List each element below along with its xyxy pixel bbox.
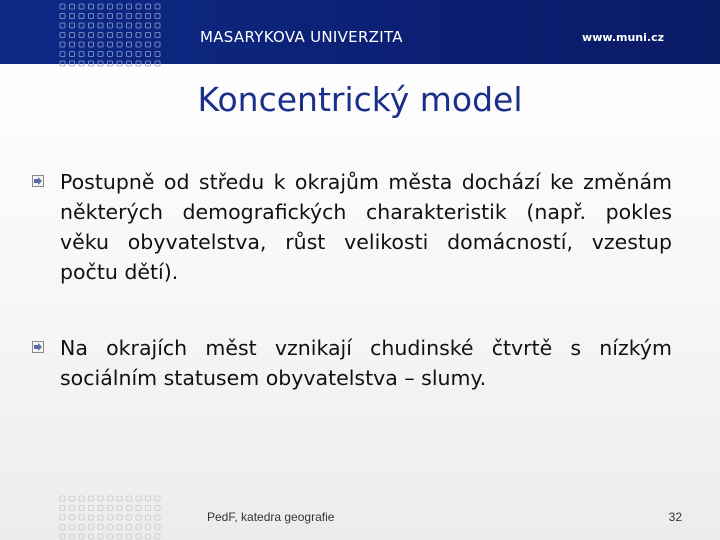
dot (79, 534, 84, 539)
dot-pattern-logo (58, 2, 168, 76)
dot (79, 4, 84, 9)
dot (70, 42, 75, 47)
dot (79, 33, 84, 38)
dot (98, 496, 103, 501)
dot (108, 33, 113, 38)
dot (98, 534, 103, 539)
dot (70, 515, 75, 520)
dot (146, 61, 151, 66)
dot (70, 61, 75, 66)
dot (127, 4, 132, 9)
dot (117, 525, 122, 530)
dot (117, 33, 122, 38)
dot (117, 515, 122, 520)
dot (70, 33, 75, 38)
dot (136, 496, 141, 501)
dot (117, 4, 122, 9)
dot (108, 496, 113, 501)
footer-label: PedF, katedra geografie (207, 510, 335, 524)
dot (108, 534, 113, 539)
dot (127, 506, 132, 511)
dot (98, 525, 103, 530)
dot (146, 23, 151, 28)
dot (60, 525, 65, 530)
dot (79, 515, 84, 520)
dot (155, 52, 160, 57)
dot (89, 23, 94, 28)
slide-title: Koncentrický model (197, 80, 523, 119)
dot (70, 4, 75, 9)
bullet-item (32, 333, 672, 393)
dot (89, 4, 94, 9)
dot (127, 42, 132, 47)
dot (136, 52, 141, 57)
dot (98, 52, 103, 57)
dot (89, 61, 94, 66)
dot (70, 506, 75, 511)
dot (70, 23, 75, 28)
dot (117, 23, 122, 28)
dot (108, 506, 113, 511)
dot (146, 14, 151, 19)
dot (70, 52, 75, 57)
dot (117, 496, 122, 501)
dot (136, 14, 141, 19)
dot (60, 496, 65, 501)
dot (108, 61, 113, 66)
dot (136, 33, 141, 38)
dot (127, 515, 132, 520)
dot (79, 14, 84, 19)
dot (89, 42, 94, 47)
dot (146, 506, 151, 511)
dot (136, 506, 141, 511)
dot (98, 4, 103, 9)
dot (60, 42, 65, 47)
dot (117, 506, 122, 511)
dot (79, 61, 84, 66)
dot (89, 496, 94, 501)
dot (60, 52, 65, 57)
dot (60, 506, 65, 511)
dot (127, 496, 132, 501)
dot (136, 42, 141, 47)
dot (89, 14, 94, 19)
dot (79, 525, 84, 530)
dot (146, 42, 151, 47)
dot (155, 33, 160, 38)
dot (155, 525, 160, 530)
dot (146, 534, 151, 539)
dot (155, 23, 160, 28)
dot (70, 496, 75, 501)
dot (136, 4, 141, 9)
dot (108, 525, 113, 530)
dot (117, 14, 122, 19)
dot (60, 33, 65, 38)
dot (89, 534, 94, 539)
dot (155, 515, 160, 520)
dot (127, 52, 132, 57)
dot (60, 23, 65, 28)
dot (98, 506, 103, 511)
dot-pattern-footer (58, 494, 168, 540)
dot (79, 42, 84, 47)
dot (108, 23, 113, 28)
dot (60, 515, 65, 520)
dot (146, 525, 151, 530)
dot (79, 496, 84, 501)
bullet-list (32, 167, 672, 439)
dot (117, 61, 122, 66)
dot (155, 506, 160, 511)
dot (146, 52, 151, 57)
dot (60, 61, 65, 66)
dot (127, 14, 132, 19)
dot (70, 525, 75, 530)
page-number: 32 (668, 510, 682, 524)
dot (108, 14, 113, 19)
dot (108, 42, 113, 47)
dot (155, 4, 160, 9)
dot (98, 61, 103, 66)
dot (117, 534, 122, 539)
dot (108, 4, 113, 9)
dot (98, 42, 103, 47)
dot (98, 515, 103, 520)
dot (136, 23, 141, 28)
dot (127, 33, 132, 38)
dot (146, 515, 151, 520)
university-website[interactable]: www.muni.cz (582, 31, 664, 44)
dot (60, 14, 65, 19)
dot (70, 14, 75, 19)
dot (155, 61, 160, 66)
dot (146, 496, 151, 501)
dot (89, 33, 94, 38)
dot (155, 534, 160, 539)
dot (89, 515, 94, 520)
dot (155, 42, 160, 47)
bullet-arrow-icon (32, 175, 44, 187)
dot (117, 42, 122, 47)
bullet-arrow-icon (32, 341, 44, 353)
dot (155, 496, 160, 501)
dot (127, 61, 132, 66)
dot (98, 23, 103, 28)
dot (79, 506, 84, 511)
dot (108, 515, 113, 520)
dot (98, 33, 103, 38)
dot (60, 534, 65, 539)
header-bar (0, 0, 720, 64)
dot (79, 23, 84, 28)
dot (98, 14, 103, 19)
dot (136, 515, 141, 520)
bullet-text: Postupně od středu k okrajům města dochází ke změnám některých demografických charakteristik (např. pokles věku obyvatelstva, růst velikosti domácností, vzestup počtu dětí). (60, 170, 672, 284)
dot (108, 52, 113, 57)
university-name: MASARYKOVA UNIVERZITA (200, 28, 403, 46)
dot (60, 4, 65, 9)
dot (127, 23, 132, 28)
dot (89, 52, 94, 57)
dot (79, 52, 84, 57)
bullet-item (32, 167, 672, 287)
dot (155, 14, 160, 19)
bullet-text: Na okrajích měst vznikají chudinské čtvrtě s nízkým sociálním statusem obyvatelstva – slumy. (60, 336, 672, 390)
dot (70, 534, 75, 539)
dot (89, 525, 94, 530)
dot (127, 534, 132, 539)
dot (136, 525, 141, 530)
dot (89, 506, 94, 511)
dot (146, 33, 151, 38)
dot (117, 52, 122, 57)
dot (136, 534, 141, 539)
dot (136, 61, 141, 66)
dot (146, 4, 151, 9)
dot (127, 525, 132, 530)
